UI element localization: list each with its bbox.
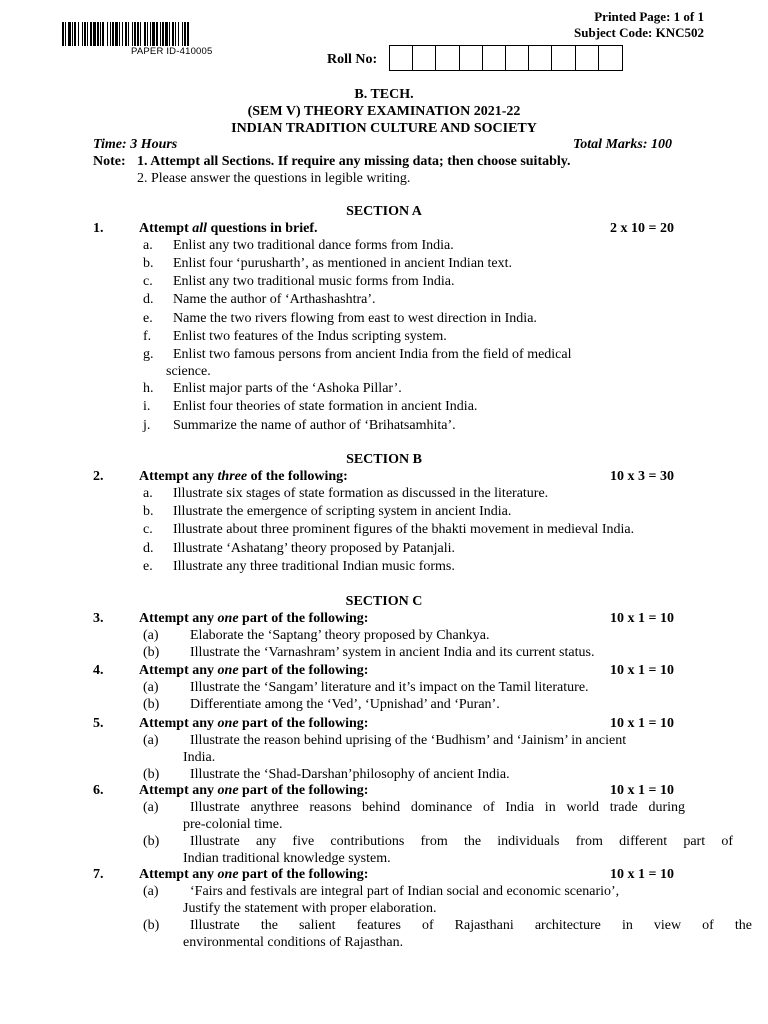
q1-item-text: Name the two rivers flowing from east to west direction in India. <box>173 311 537 326</box>
time-label: Time: 3 Hours <box>93 137 178 152</box>
part-a-text: Illustrate the reason behind uprising of the ‘Budhism’ and ‘Jainism’ in ancient <box>190 733 627 748</box>
roll-no-box[interactable] <box>529 46 552 70</box>
q1-item-text: Enlist major parts of the ‘Ashoka Pillar’. <box>173 381 402 396</box>
q-instr-em: one <box>217 663 239 678</box>
roll-no-box[interactable] <box>483 46 506 70</box>
part-b-label: (b) <box>143 767 160 782</box>
q1-item-text: Enlist four theories of state formation in ancient India. <box>173 399 478 414</box>
q-instr-pre: Attempt any <box>139 783 218 798</box>
note-2: 2. Please answer the questions in legible writing. <box>137 171 411 186</box>
q1-item-label: d. <box>143 292 154 307</box>
q2-item-label: a. <box>143 486 153 501</box>
part-a-label: (a) <box>143 884 159 899</box>
barcode-bar <box>189 22 190 46</box>
roll-no-box[interactable] <box>390 46 413 70</box>
q2-item-text: Illustrate six stages of state formation as discussed in the literature. <box>173 486 549 501</box>
q2-instr-em: three <box>217 469 248 484</box>
q2-item-label: b. <box>143 504 154 519</box>
q2-instr-post: of the following: <box>247 469 348 484</box>
q-instr-pre: Attempt any <box>139 716 218 731</box>
part-b-text-cont: Indian traditional knowledge system. <box>183 851 391 866</box>
q1-instr-em: all <box>192 221 208 236</box>
part-b-text: Illustrate the salient features of Rajasthani architecture in view of the <box>190 918 752 933</box>
subject-code: Subject Code: KNC502 <box>574 25 704 40</box>
part-a-text: Illustrate anythree reasons behind dominance of India in world trade during <box>190 800 685 815</box>
q1-item-label: f. <box>143 329 152 344</box>
q1-item-text: Enlist two famous persons from ancient India from the field of medical <box>173 347 572 362</box>
q1-instr-pre: Attempt <box>139 221 193 236</box>
q2-item-label: d. <box>143 541 154 556</box>
q-instr-post: part of the following: <box>238 783 369 798</box>
q-instruction <box>139 867 368 883</box>
q2-item-text: Illustrate any three traditional Indian music forms. <box>173 559 455 574</box>
q1-item-label: j. <box>143 418 151 433</box>
part-a-label: (a) <box>143 800 159 815</box>
q-instr-pre: Attempt any <box>139 663 218 678</box>
roll-no-boxes <box>389 45 623 71</box>
total-marks: Total Marks: 100 <box>572 137 672 152</box>
q2-item-label: c. <box>143 522 153 537</box>
q-instr-pre: Attempt any <box>139 611 218 626</box>
q-instr-em: one <box>217 867 239 882</box>
q1-item-label: g. <box>143 347 154 362</box>
q1-item-label: h. <box>143 381 154 396</box>
q-instr-pre: Attempt any <box>139 867 218 882</box>
q1-item-text-cont: science. <box>166 364 211 379</box>
part-a-label: (a) <box>143 680 159 695</box>
roll-no-box[interactable] <box>599 46 622 70</box>
q-instruction <box>139 663 368 679</box>
note-label: Note: <box>93 154 126 169</box>
part-a-label: (a) <box>143 628 159 643</box>
q2-item-text: Illustrate the emergence of scripting system in ancient India. <box>173 504 512 519</box>
q-marks: 10 x 1 = 10 <box>610 867 674 882</box>
q4-number: 4. <box>93 663 104 678</box>
roll-no-label: Roll No: <box>327 52 378 67</box>
q1-item-text: Enlist two features of the Indus scripting system. <box>173 329 447 344</box>
q1-item-label: i. <box>143 399 151 414</box>
part-b-text: Illustrate any five contributions from the individuals from different part of <box>190 834 733 849</box>
q2-instr-pre: Attempt any <box>139 469 218 484</box>
q1-item-label: a. <box>143 238 153 253</box>
q-marks: 10 x 1 = 10 <box>610 611 674 626</box>
section-a-title: SECTION A <box>346 204 422 219</box>
q-instruction <box>139 783 368 799</box>
q-instr-post: part of the following: <box>238 867 369 882</box>
q-instr-post: part of the following: <box>238 716 369 731</box>
q2-marks: 10 x 3 = 30 <box>610 469 674 484</box>
part-b-text: Illustrate the ‘Shad-Darshan’philosophy of ancient India. <box>190 767 510 782</box>
q1-item-text: Enlist any two traditional music forms from India. <box>173 274 455 289</box>
q-marks: 10 x 1 = 10 <box>610 663 674 678</box>
q1-item-label: e. <box>143 311 153 326</box>
q2-instruction <box>139 469 348 485</box>
q1-number: 1. <box>93 221 104 236</box>
q-instr-em: one <box>217 783 239 798</box>
q1-item-text: Enlist four ‘purusharth’, as mentioned in ancient Indian text. <box>173 256 513 271</box>
note-1 <box>137 154 571 170</box>
q1-item-text: Enlist any two traditional dance forms from India. <box>173 238 454 253</box>
q-instr-em: one <box>217 716 239 731</box>
printed-page: Printed Page: 1 of 1 <box>594 9 704 24</box>
roll-no-box[interactable] <box>552 46 575 70</box>
q1-instruction <box>139 221 318 237</box>
roll-no-box[interactable] <box>460 46 483 70</box>
q3-number: 3. <box>93 611 104 626</box>
paper-id: PAPER ID-410005 <box>131 46 213 57</box>
part-a-text: Elaborate the ‘Saptang’ theory proposed by Chankya. <box>190 628 490 643</box>
roll-no-box[interactable] <box>413 46 436 70</box>
part-a-label: (a) <box>143 733 159 748</box>
section-b-title: SECTION B <box>346 452 422 467</box>
note-1-text: 1. Attempt all Sections. If require any missing data; then choose suitably. <box>137 154 571 169</box>
q1-item-text: Summarize the name of author of ‘Brihatsamhita’. <box>173 418 456 433</box>
part-a-text-cont: pre-colonial time. <box>183 817 283 832</box>
q5-number: 5. <box>93 716 104 731</box>
q2-item-text: Illustrate about three prominent figures of the bhakti movement in medieval India. <box>173 522 635 537</box>
roll-no-box[interactable] <box>506 46 529 70</box>
q7-number: 7. <box>93 867 104 882</box>
q2-number: 2. <box>93 469 104 484</box>
q1-item-label: b. <box>143 256 154 271</box>
q2-item-label: e. <box>143 559 153 574</box>
part-b-text: Differentiate among the ‘Ved’, ‘Upnishad’ and ‘Puran’. <box>190 697 500 712</box>
section-c-title: SECTION C <box>345 594 423 609</box>
q1-marks: 2 x 10 = 20 <box>610 221 674 236</box>
q-instr-em: one <box>217 611 239 626</box>
q-instr-post: part of the following: <box>238 611 369 626</box>
q-instruction <box>139 716 368 732</box>
roll-no-box[interactable] <box>436 46 459 70</box>
q-marks: 10 x 1 = 10 <box>610 716 674 731</box>
exam-title: (SEM V) THEORY EXAMINATION 2021-22 <box>247 104 521 119</box>
part-b-text: Illustrate the ‘Varnashram’ system in ancient India and its current status. <box>190 645 595 660</box>
barcode <box>62 22 289 46</box>
q1-item-text: Name the author of ‘Arthashashtra’. <box>173 292 376 307</box>
q-instr-post: part of the following: <box>238 663 369 678</box>
part-b-label: (b) <box>143 645 160 660</box>
q-marks: 10 x 1 = 10 <box>610 783 674 798</box>
q1-instr-post: questions in brief. <box>207 221 318 236</box>
subject-title: INDIAN TRADITION CULTURE AND SOCIETY <box>231 121 537 136</box>
q6-number: 6. <box>93 783 104 798</box>
roll-no-box[interactable] <box>576 46 599 70</box>
part-a-text: Illustrate the ‘Sangam’ literature and it’s impact on the Tamil literature. <box>190 680 589 695</box>
degree-title: B. TECH. <box>354 87 414 102</box>
q1-item-label: c. <box>143 274 153 289</box>
part-b-label: (b) <box>143 697 160 712</box>
q2-item-text: Illustrate ‘Ashatang’ theory proposed by Patanjali. <box>173 541 455 556</box>
part-a-text-cont: Justify the statement with proper elaboration. <box>183 901 437 916</box>
part-b-text-cont: environmental conditions of Rajasthan. <box>183 935 404 950</box>
part-b-label: (b) <box>143 834 160 849</box>
part-a-text: ‘Fairs and festivals are integral part of Indian social and economic scenario’, <box>190 884 620 899</box>
part-b-label: (b) <box>143 918 160 933</box>
q-instruction <box>139 611 368 627</box>
part-a-text-cont: India. <box>183 750 216 765</box>
